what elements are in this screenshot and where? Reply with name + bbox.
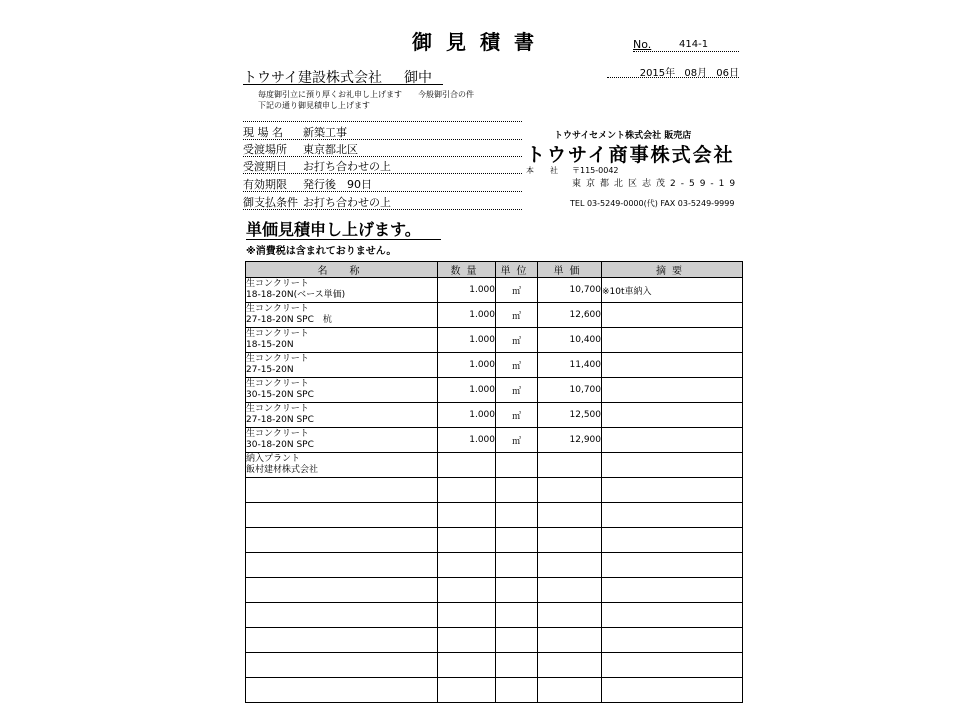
item-name-line-1: 生コンクリート [246, 279, 309, 289]
header-remarks: 摘要 [602, 262, 743, 278]
document-number [633, 38, 739, 52]
document-number-value: 414-1 [679, 39, 709, 50]
item-remark [602, 553, 743, 578]
item-remark [602, 578, 743, 603]
item-name-line-1: 生コンクリート [246, 404, 309, 414]
item-name-cell [246, 678, 438, 703]
detail-label: 受渡場所 [243, 143, 287, 156]
table-row [246, 378, 743, 403]
item-name-cell [246, 553, 438, 578]
item-unit: ㎥ [496, 303, 538, 328]
header-unit: 単位 [496, 262, 538, 278]
item-quantity [438, 628, 496, 653]
detail-row-delivery-date [243, 158, 522, 174]
item-remark [602, 603, 743, 628]
item-name-line-2: 30-18-20N SPC [246, 440, 314, 450]
detail-label: 受渡期日 [243, 160, 287, 173]
item-remark [602, 403, 743, 428]
item-quantity [438, 478, 496, 503]
item-unit [496, 653, 538, 678]
item-unit: ㎥ [496, 278, 538, 303]
item-name-line-2: 飯村建材株式会社 [246, 465, 319, 475]
table-row [246, 578, 743, 603]
detail-label: 御支払条件 [243, 196, 298, 209]
item-name-line-2: 18-18-20N(ベース単価) [246, 290, 346, 300]
greeting-line-2: 下記の通り御見積申し上げます [258, 101, 370, 110]
item-unit: ㎥ [496, 353, 538, 378]
table-row [246, 553, 743, 578]
item-name-line-2: 27-18-20N SPC 杭 [246, 315, 332, 325]
document-title: 御見積書 [412, 30, 548, 54]
item-name-line-1: 生コンクリート [246, 429, 309, 439]
detail-value: 東京都北区 [303, 143, 358, 156]
table-row [246, 403, 743, 428]
document-number-label: No. [633, 38, 652, 51]
item-unit: ㎥ [496, 403, 538, 428]
vendor-name: トウサイ商事株式会社 [526, 144, 735, 166]
item-remark [602, 453, 743, 478]
item-unit [496, 553, 538, 578]
detail-label: 有効期限 [243, 178, 287, 191]
item-unit-price [538, 628, 602, 653]
greeting-line-1: 毎度御引立に預り厚くお礼申し上げます 今般御引合の件 [258, 90, 474, 99]
item-unit [496, 478, 538, 503]
client-name: トウサイ建設株式会社 [243, 70, 383, 86]
item-unit [496, 628, 538, 653]
table-row [246, 528, 743, 553]
item-quantity [438, 678, 496, 703]
detail-value: お打ち合わせの上 [303, 160, 391, 173]
detail-row-site [243, 124, 522, 140]
item-unit [496, 453, 538, 478]
item-quantity [438, 578, 496, 603]
item-name-cell [246, 278, 438, 303]
item-remark [602, 378, 743, 403]
detail-row-place [243, 141, 522, 157]
detail-value: お打ち合わせの上 [303, 196, 391, 209]
item-unit-price [538, 528, 602, 553]
item-name-line-2: 18-15-20N [246, 340, 294, 350]
item-name-cell [246, 578, 438, 603]
item-quantity: 1.000 [438, 353, 496, 378]
item-unit [496, 528, 538, 553]
item-name-line-1: 納入プラント [246, 454, 301, 464]
item-name-line-1: 生コンクリート [246, 379, 309, 389]
detail-row-validity [243, 176, 522, 192]
item-remark [602, 478, 743, 503]
issue-date [607, 64, 739, 78]
item-name-cell [246, 353, 438, 378]
item-unit [496, 578, 538, 603]
item-name-cell [246, 378, 438, 403]
item-quantity [438, 453, 496, 478]
table-row [246, 453, 743, 478]
table-row [246, 278, 743, 303]
table-row [246, 478, 743, 503]
issue-date-month: 08月 [684, 68, 708, 79]
item-remark [602, 303, 743, 328]
detail-value: 新築工事 [303, 126, 347, 139]
item-unit-price [538, 603, 602, 628]
header-name: 名 称 [246, 262, 438, 278]
item-unit-price: 10,400 [538, 328, 602, 353]
item-name-line-1: 生コンクリート [246, 354, 309, 364]
item-name-line-2: 27-18-20N SPC [246, 415, 314, 425]
client-name-line [243, 67, 443, 85]
detail-separator [243, 121, 522, 122]
item-unit-price: 12,900 [538, 428, 602, 453]
table-row [246, 303, 743, 328]
item-name-cell [246, 428, 438, 453]
item-quantity [438, 503, 496, 528]
vendor-tel-fax: TEL 03-5249-0000(代) FAX 03-5249-9999 [570, 199, 735, 208]
table-row [246, 503, 743, 528]
table-body [246, 278, 743, 703]
item-unit-price: 10,700 [538, 378, 602, 403]
table-row [246, 653, 743, 678]
item-quantity [438, 603, 496, 628]
vendor-agency: トウサイセメント株式会社 販売店 [554, 131, 692, 141]
item-name-cell [246, 303, 438, 328]
item-remark [602, 353, 743, 378]
client-honorific: 御中 [404, 70, 433, 86]
detail-value: 発行後 90日 [303, 178, 372, 191]
item-quantity: 1.000 [438, 328, 496, 353]
item-quantity [438, 553, 496, 578]
item-remark [602, 678, 743, 703]
item-quantity [438, 653, 496, 678]
table-row [246, 603, 743, 628]
table-row [246, 353, 743, 378]
item-quantity: 1.000 [438, 378, 496, 403]
item-name-line-2: 30-15-20N SPC [246, 390, 314, 400]
table-row [246, 328, 743, 353]
item-unit-price: 12,600 [538, 303, 602, 328]
item-name-cell [246, 453, 438, 478]
vendor-address: 東京都北区志茂2-59-19 [572, 179, 741, 189]
item-unit: ㎥ [496, 328, 538, 353]
item-name-cell [246, 328, 438, 353]
vendor-office-line [526, 165, 619, 176]
issue-date-day: 06日 [716, 68, 739, 79]
item-remark [602, 503, 743, 528]
item-unit [496, 603, 538, 628]
item-unit-price [538, 678, 602, 703]
item-unit-price [538, 503, 602, 528]
item-remark [602, 653, 743, 678]
item-name-line-2: 27-15-20N [246, 365, 294, 375]
item-name-cell [246, 628, 438, 653]
tax-note: ※消費税は含まれておりません。 [246, 246, 397, 257]
item-quantity: 1.000 [438, 428, 496, 453]
item-unit-price [538, 478, 602, 503]
vendor-office: 本 社 [526, 166, 558, 175]
item-name-cell [246, 403, 438, 428]
vendor-zip: 〒115-0042 [572, 166, 619, 175]
item-remark: ※10t車納入 [602, 278, 743, 303]
item-name-line-1: 生コンクリート [246, 329, 309, 339]
item-name-line-1: 生コンクリート [246, 304, 309, 314]
item-remark [602, 328, 743, 353]
item-unit-price [538, 578, 602, 603]
estimate-table [245, 261, 743, 703]
table-row [246, 678, 743, 703]
unit-price-notice: 単価見積申し上げます。 [246, 217, 441, 240]
table-row [246, 628, 743, 653]
item-unit-price [538, 453, 602, 478]
item-quantity [438, 528, 496, 553]
item-unit-price [538, 653, 602, 678]
item-unit-price: 11,400 [538, 353, 602, 378]
item-quantity: 1.000 [438, 403, 496, 428]
item-remark [602, 628, 743, 653]
item-unit [496, 678, 538, 703]
item-unit-price [538, 553, 602, 578]
item-name-cell [246, 528, 438, 553]
item-name-cell [246, 503, 438, 528]
item-name-cell [246, 653, 438, 678]
table-header-row [246, 262, 743, 278]
detail-row-payment [243, 194, 522, 210]
item-unit: ㎥ [496, 428, 538, 453]
item-unit: ㎥ [496, 378, 538, 403]
item-unit [496, 503, 538, 528]
item-name-cell [246, 478, 438, 503]
header-unit-price: 単価 [538, 262, 602, 278]
issue-date-year: 2015年 [639, 68, 676, 79]
item-quantity: 1.000 [438, 278, 496, 303]
detail-label: 現 場 名 [243, 126, 283, 139]
item-unit-price: 10,700 [538, 278, 602, 303]
item-remark [602, 428, 743, 453]
item-remark [602, 528, 743, 553]
item-unit-price: 12,500 [538, 403, 602, 428]
item-name-cell [246, 603, 438, 628]
item-quantity: 1.000 [438, 303, 496, 328]
header-quantity: 数量 [438, 262, 496, 278]
table-row [246, 428, 743, 453]
